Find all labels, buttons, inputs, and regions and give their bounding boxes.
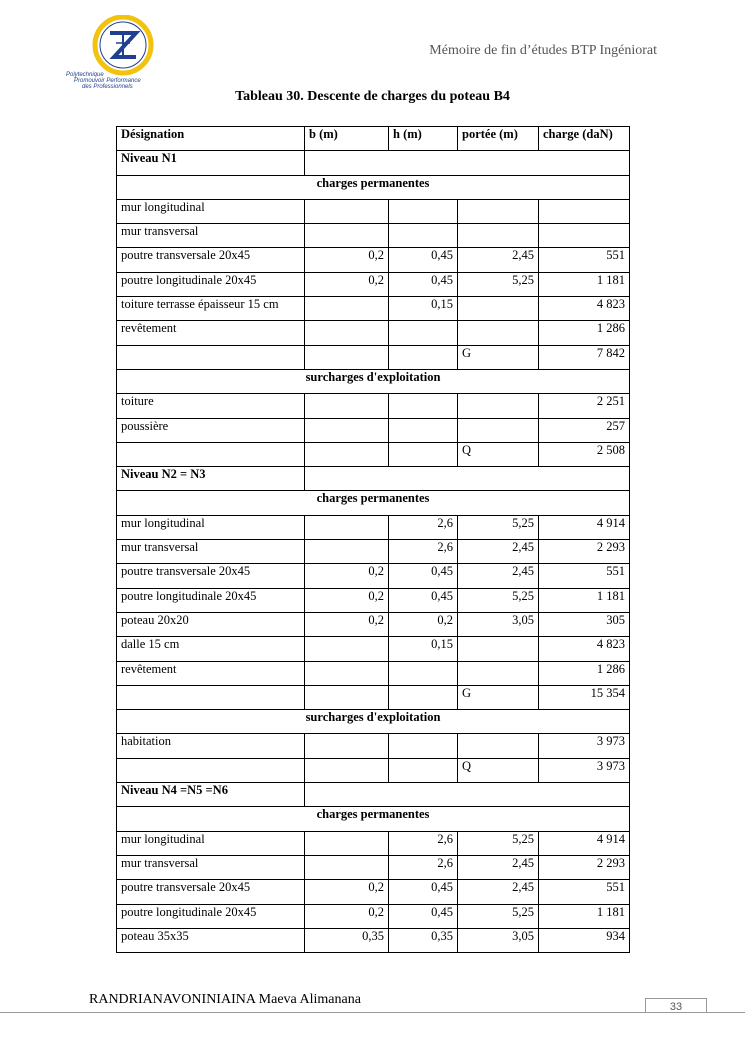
total-label-cell: G bbox=[458, 685, 539, 709]
value-cell: 3,05 bbox=[458, 928, 539, 952]
designation-cell: poutre transversale 20x45 bbox=[117, 564, 305, 588]
table-row bbox=[117, 831, 630, 855]
table-row bbox=[117, 783, 630, 807]
designation-cell: poutre longitudinale 20x45 bbox=[117, 588, 305, 612]
value-cell bbox=[458, 418, 539, 442]
table-row bbox=[117, 272, 630, 296]
designation-cell: mur transversal bbox=[117, 855, 305, 879]
value-cell bbox=[458, 637, 539, 661]
table-row bbox=[117, 248, 630, 272]
value-cell: 5,25 bbox=[458, 588, 539, 612]
table-row bbox=[117, 175, 630, 199]
value-cell: 5,25 bbox=[458, 272, 539, 296]
table-row bbox=[117, 758, 630, 782]
empty-cell bbox=[305, 467, 630, 491]
designation-cell: mur transversal bbox=[117, 224, 305, 248]
value-cell: 2,6 bbox=[389, 831, 458, 855]
table-row bbox=[117, 710, 630, 734]
section-label: surcharges d'exploitation bbox=[117, 710, 630, 734]
value-cell: 0,45 bbox=[389, 248, 458, 272]
designation-cell: mur transversal bbox=[117, 540, 305, 564]
table-row bbox=[117, 297, 630, 321]
value-cell: 2,6 bbox=[389, 515, 458, 539]
value-cell bbox=[389, 418, 458, 442]
value-cell bbox=[458, 394, 539, 418]
page-number: 33 bbox=[645, 998, 707, 1013]
level-label: Niveau N4 =N5 =N6 bbox=[117, 783, 305, 807]
designation-cell bbox=[117, 442, 305, 466]
section-label: charges permanentes bbox=[117, 491, 630, 515]
designation-cell: toiture bbox=[117, 394, 305, 418]
designation-cell: dalle 15 cm bbox=[117, 637, 305, 661]
table-row bbox=[117, 515, 630, 539]
value-cell: 2,45 bbox=[458, 880, 539, 904]
table-row bbox=[117, 467, 630, 491]
load-table bbox=[116, 126, 630, 953]
value-cell bbox=[389, 345, 458, 369]
value-cell: 0,15 bbox=[389, 297, 458, 321]
value-cell: 0,45 bbox=[389, 588, 458, 612]
section-label: charges permanentes bbox=[117, 175, 630, 199]
table-caption: Tableau 30. Descente de charges du poteau B4 bbox=[235, 89, 510, 104]
value-cell bbox=[305, 661, 389, 685]
value-cell: 3 973 bbox=[539, 734, 630, 758]
value-cell: 0,45 bbox=[389, 904, 458, 928]
table-row bbox=[117, 151, 630, 175]
value-cell bbox=[389, 224, 458, 248]
value-cell: 0,2 bbox=[305, 880, 389, 904]
designation-cell bbox=[117, 685, 305, 709]
value-cell: 2,45 bbox=[458, 540, 539, 564]
value-cell bbox=[389, 661, 458, 685]
empty-cell bbox=[305, 151, 630, 175]
value-cell: 2,45 bbox=[458, 248, 539, 272]
designation-cell: toiture terrasse épaisseur 15 cm bbox=[117, 297, 305, 321]
value-cell: 2 293 bbox=[539, 540, 630, 564]
table-row bbox=[117, 734, 630, 758]
table-row bbox=[117, 394, 630, 418]
designation-cell: mur longitudinal bbox=[117, 515, 305, 539]
value-cell bbox=[458, 297, 539, 321]
value-cell: 3 973 bbox=[539, 758, 630, 782]
value-cell bbox=[389, 734, 458, 758]
table-row bbox=[117, 880, 630, 904]
level-label: Niveau N2 = N3 bbox=[117, 467, 305, 491]
value-cell bbox=[458, 199, 539, 223]
value-cell bbox=[458, 734, 539, 758]
value-cell bbox=[305, 394, 389, 418]
table-header-row bbox=[117, 127, 630, 151]
value-cell: 551 bbox=[539, 564, 630, 588]
column-header: b (m) bbox=[305, 127, 389, 151]
value-cell: 0,2 bbox=[305, 588, 389, 612]
value-cell bbox=[305, 224, 389, 248]
total-label-cell: Q bbox=[458, 442, 539, 466]
value-cell bbox=[305, 321, 389, 345]
value-cell: 934 bbox=[539, 928, 630, 952]
designation-cell: poutre longitudinale 20x45 bbox=[117, 904, 305, 928]
value-cell: 2,6 bbox=[389, 855, 458, 879]
designation-cell: poussière bbox=[117, 418, 305, 442]
column-header: charge (daN) bbox=[539, 127, 630, 151]
value-cell bbox=[305, 734, 389, 758]
table-row bbox=[117, 612, 630, 636]
section-label: surcharges d'exploitation bbox=[117, 369, 630, 393]
value-cell: 1 286 bbox=[539, 321, 630, 345]
column-header: portée (m) bbox=[458, 127, 539, 151]
running-header: Mémoire de fin d’études BTP Ingéniorat bbox=[429, 43, 657, 58]
value-cell: 1 181 bbox=[539, 272, 630, 296]
value-cell: 0,45 bbox=[389, 272, 458, 296]
value-cell bbox=[458, 224, 539, 248]
value-cell: 7 842 bbox=[539, 345, 630, 369]
table-row bbox=[117, 564, 630, 588]
logo-caption: Polytechnique Promouvoir Performance des Professionnels bbox=[66, 72, 141, 90]
table-row bbox=[117, 345, 630, 369]
value-cell: 0,45 bbox=[389, 880, 458, 904]
value-cell: 0,35 bbox=[305, 928, 389, 952]
value-cell: 1 181 bbox=[539, 904, 630, 928]
designation-cell: poteau 35x35 bbox=[117, 928, 305, 952]
value-cell: 0,35 bbox=[389, 928, 458, 952]
value-cell: 0,45 bbox=[389, 564, 458, 588]
designation-cell: poteau 20x20 bbox=[117, 612, 305, 636]
value-cell: 4 914 bbox=[539, 831, 630, 855]
value-cell bbox=[305, 515, 389, 539]
value-cell: 1 181 bbox=[539, 588, 630, 612]
value-cell bbox=[305, 758, 389, 782]
table-row bbox=[117, 637, 630, 661]
value-cell: 551 bbox=[539, 880, 630, 904]
value-cell: 2 508 bbox=[539, 442, 630, 466]
table-row bbox=[117, 418, 630, 442]
value-cell bbox=[389, 394, 458, 418]
table-row bbox=[117, 321, 630, 345]
value-cell: 257 bbox=[539, 418, 630, 442]
value-cell bbox=[305, 831, 389, 855]
designation-cell bbox=[117, 758, 305, 782]
value-cell: 5,25 bbox=[458, 904, 539, 928]
value-cell: 15 354 bbox=[539, 685, 630, 709]
value-cell: 305 bbox=[539, 612, 630, 636]
value-cell bbox=[389, 685, 458, 709]
value-cell: 5,25 bbox=[458, 831, 539, 855]
value-cell: 0,2 bbox=[389, 612, 458, 636]
value-cell: 0,2 bbox=[305, 612, 389, 636]
value-cell: 2,45 bbox=[458, 564, 539, 588]
footer-divider bbox=[0, 1012, 745, 1013]
value-cell: 0,2 bbox=[305, 272, 389, 296]
value-cell bbox=[305, 540, 389, 564]
designation-cell: revêtement bbox=[117, 321, 305, 345]
value-cell bbox=[305, 855, 389, 879]
table-row bbox=[117, 928, 630, 952]
value-cell bbox=[458, 661, 539, 685]
table-row bbox=[117, 224, 630, 248]
table-row bbox=[117, 904, 630, 928]
value-cell bbox=[458, 321, 539, 345]
value-cell bbox=[389, 758, 458, 782]
value-cell: 2 293 bbox=[539, 855, 630, 879]
designation-cell: mur longitudinal bbox=[117, 199, 305, 223]
value-cell: 2 251 bbox=[539, 394, 630, 418]
value-cell bbox=[389, 442, 458, 466]
total-label-cell: G bbox=[458, 345, 539, 369]
value-cell bbox=[389, 321, 458, 345]
value-cell: 2,45 bbox=[458, 855, 539, 879]
value-cell: 1 286 bbox=[539, 661, 630, 685]
value-cell bbox=[305, 442, 389, 466]
designation-cell: poutre transversale 20x45 bbox=[117, 880, 305, 904]
table-row bbox=[117, 369, 630, 393]
value-cell bbox=[539, 199, 630, 223]
column-header: h (m) bbox=[389, 127, 458, 151]
designation-cell: mur longitudinal bbox=[117, 831, 305, 855]
table-row bbox=[117, 807, 630, 831]
value-cell: 5,25 bbox=[458, 515, 539, 539]
designation-cell: poutre longitudinale 20x45 bbox=[117, 272, 305, 296]
section-label: charges permanentes bbox=[117, 807, 630, 831]
table-row bbox=[117, 661, 630, 685]
value-cell: 0,15 bbox=[389, 637, 458, 661]
value-cell bbox=[389, 199, 458, 223]
designation-cell: revêtement bbox=[117, 661, 305, 685]
designation-cell bbox=[117, 345, 305, 369]
table-row bbox=[117, 491, 630, 515]
table-row bbox=[117, 442, 630, 466]
value-cell: 4 914 bbox=[539, 515, 630, 539]
empty-cell bbox=[305, 783, 630, 807]
table-row bbox=[117, 540, 630, 564]
value-cell: 4 823 bbox=[539, 297, 630, 321]
value-cell: 2,6 bbox=[389, 540, 458, 564]
level-label: Niveau N1 bbox=[117, 151, 305, 175]
column-header: Désignation bbox=[117, 127, 305, 151]
value-cell bbox=[305, 418, 389, 442]
designation-cell: habitation bbox=[117, 734, 305, 758]
total-label-cell: Q bbox=[458, 758, 539, 782]
value-cell bbox=[539, 224, 630, 248]
value-cell: 4 823 bbox=[539, 637, 630, 661]
value-cell bbox=[305, 637, 389, 661]
value-cell bbox=[305, 199, 389, 223]
table-row bbox=[117, 855, 630, 879]
table-row bbox=[117, 588, 630, 612]
value-cell: 0,2 bbox=[305, 248, 389, 272]
table-row bbox=[117, 199, 630, 223]
designation-cell: poutre transversale 20x45 bbox=[117, 248, 305, 272]
value-cell: 0,2 bbox=[305, 564, 389, 588]
table-row bbox=[117, 685, 630, 709]
value-cell bbox=[305, 685, 389, 709]
author-name: RANDRIANAVONINIAINA Maeva Alimanana bbox=[89, 992, 361, 1007]
value-cell: 3,05 bbox=[458, 612, 539, 636]
value-cell: 551 bbox=[539, 248, 630, 272]
value-cell bbox=[305, 345, 389, 369]
value-cell: 0,2 bbox=[305, 904, 389, 928]
value-cell bbox=[305, 297, 389, 321]
